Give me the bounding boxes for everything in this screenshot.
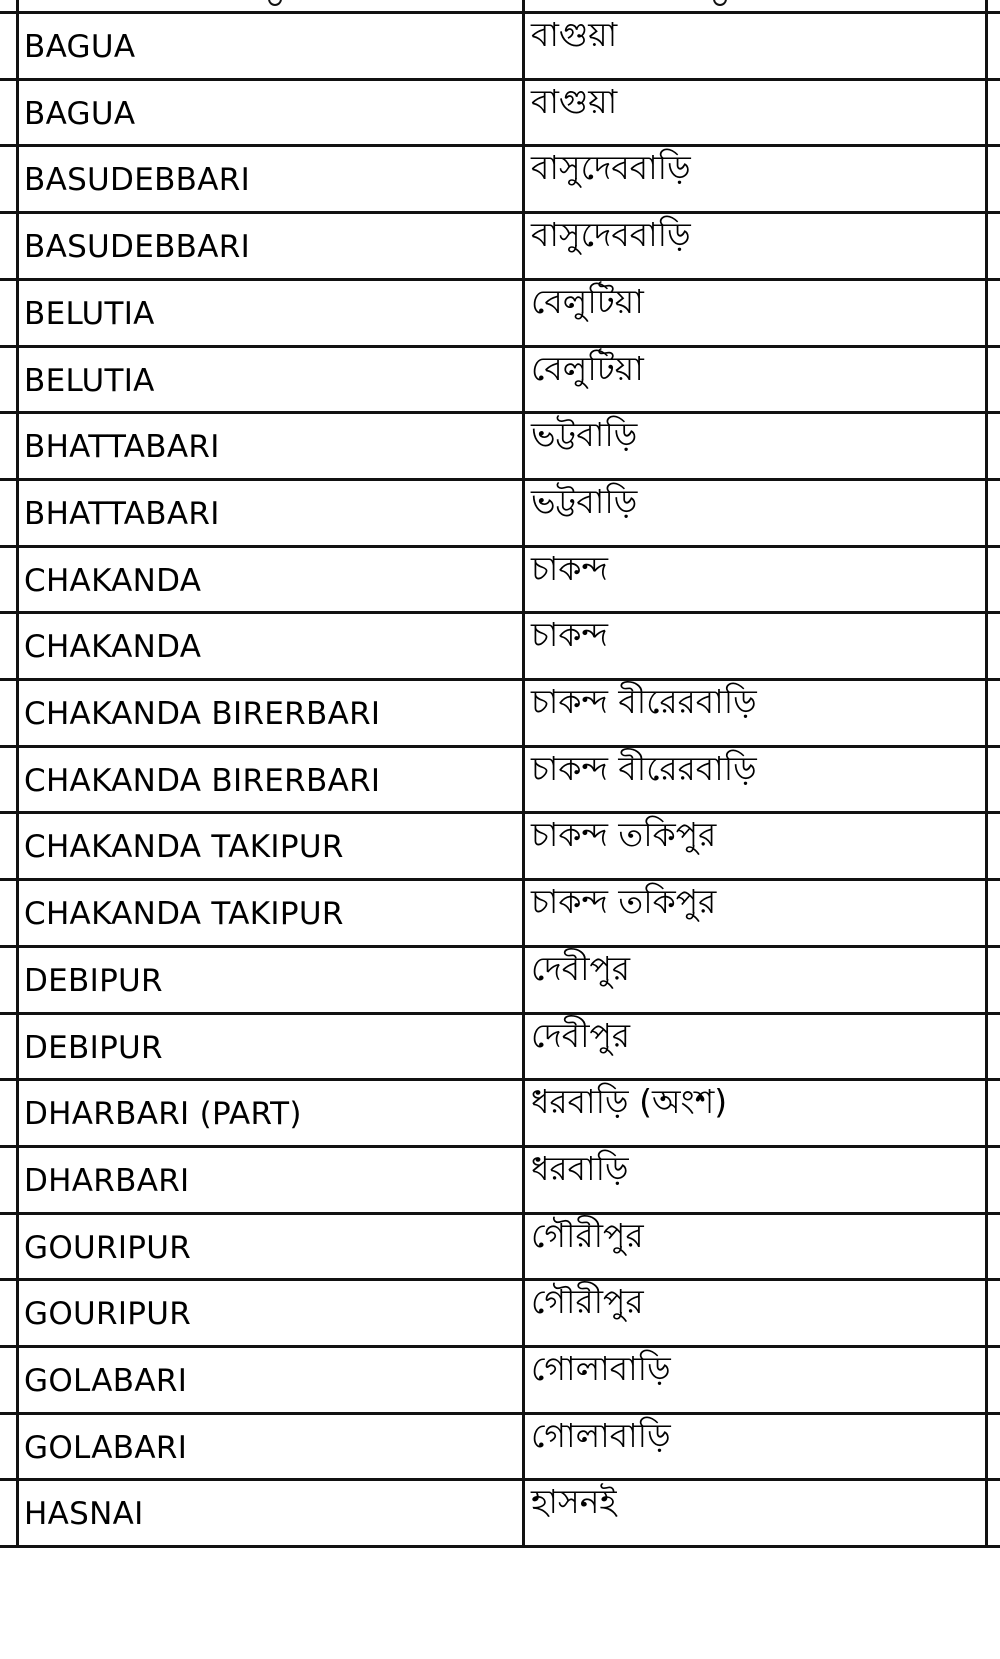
village-name-bengali: চাকন্দ বীরেরবাড়ি	[531, 682, 757, 721]
village-name-english: BELUTIA	[24, 363, 155, 399]
row-divider	[0, 545, 1000, 548]
village-name-english: DEBIPUR	[24, 1030, 163, 1066]
table-row	[0, 145, 1000, 212]
village-name-bengali: বাসুদেববাড়ি	[531, 215, 691, 254]
row-divider	[0, 1212, 1000, 1215]
table-row	[0, 12, 1000, 79]
village-name-bengali: বেলুটিয়া	[531, 282, 644, 321]
village-name-bengali: বাগুয়া	[531, 82, 618, 121]
table-row	[0, 346, 1000, 413]
village-name-english: GOLABARI	[24, 1363, 188, 1399]
village-name-bengali: গোলাবাড়ি	[531, 1416, 671, 1455]
village-name-english: CHAKANDA	[24, 563, 202, 599]
table-row	[0, 1213, 1000, 1280]
table-row	[0, 612, 1000, 679]
row-divider	[0, 1412, 1000, 1415]
village-name-bengali: ধরবাড়ি (অংশ)	[531, 1082, 728, 1121]
row-divider	[0, 1345, 1000, 1348]
village-name-bengali: ভট্টবাড়ি	[531, 415, 638, 454]
table-row	[0, 1146, 1000, 1213]
row-divider	[0, 144, 1000, 147]
row-divider	[0, 211, 1000, 214]
village-name-english: CHAKANDA TAKIPUR	[24, 896, 344, 932]
village-name-english: BELUTIA	[24, 296, 155, 332]
village-name-english: GOLABARI	[24, 1430, 188, 1466]
table-row	[0, 1279, 1000, 1346]
row-divider	[0, 345, 1000, 348]
table-row	[0, 212, 1000, 279]
village-name-bengali: চাকন্দ	[531, 615, 608, 654]
village-name-english: CHAKANDA BIRERBARI	[24, 696, 381, 732]
row-divider	[0, 478, 1000, 481]
row-divider	[0, 811, 1000, 814]
village-name-bengali: গৌরীপুর	[531, 1282, 644, 1321]
village-name-bengali: বেলুটিয়া	[531, 349, 644, 388]
row-divider	[0, 1478, 1000, 1481]
table-row	[0, 746, 1000, 813]
row-divider	[0, 278, 1000, 281]
village-name-english: BAGUA	[24, 96, 136, 132]
table-row	[0, 1013, 1000, 1080]
row-divider	[0, 611, 1000, 614]
row-divider	[0, 1545, 1000, 1548]
table-row	[0, 546, 1000, 613]
village-name-bengali: চাকন্দ তকিপুর	[531, 882, 717, 921]
table-row	[0, 79, 1000, 146]
village-name-bengali: হাসনই	[531, 1482, 617, 1521]
village-name-english: DEBIPUR	[24, 963, 163, 999]
village-name-bengali: বাসুদেববাড়ি	[531, 148, 691, 187]
table-row	[0, 479, 1000, 546]
village-name-english: CHAKANDA	[24, 629, 202, 665]
row-divider	[0, 945, 1000, 948]
row-divider	[0, 1145, 1000, 1148]
village-name-english: BASUDEBBARI	[24, 229, 251, 265]
village-name-english: BASUDEBBARI	[24, 162, 251, 198]
village-name-english: GOURIPUR	[24, 1230, 192, 1266]
table-row	[0, 879, 1000, 946]
table-row	[0, 279, 1000, 346]
village-name-english: DHARBARI (PART)	[24, 1096, 302, 1132]
village-name-bengali: ভট্টবাড়ি	[531, 482, 638, 521]
village-name-bengali: দেবীপুর	[531, 1016, 631, 1055]
header-fragment-right	[713, 0, 743, 8]
village-name-english: BHATTABARI	[24, 429, 220, 465]
village-name-english: CHAKANDA BIRERBARI	[24, 763, 381, 799]
column-divider	[985, 0, 988, 1548]
row-divider	[0, 78, 1000, 81]
village-name-bengali: চাকন্দ	[531, 549, 608, 588]
row-divider	[0, 878, 1000, 881]
table-row	[0, 1346, 1000, 1413]
village-name-bengali: দেবীপুর	[531, 949, 631, 988]
row-divider	[0, 1278, 1000, 1281]
village-name-english: GOURIPUR	[24, 1296, 192, 1332]
village-name-bengali: চাকন্দ বীরেরবাড়ি	[531, 749, 757, 788]
row-divider	[0, 745, 1000, 748]
table-row	[0, 946, 1000, 1013]
row-divider	[0, 1078, 1000, 1081]
table-row	[0, 1079, 1000, 1146]
village-name-english: HASNAI	[24, 1496, 144, 1532]
table-row	[0, 812, 1000, 879]
village-name-bengali: ধরবাড়ি	[531, 1149, 629, 1188]
row-divider	[0, 11, 1000, 14]
table-row	[0, 412, 1000, 479]
table-row	[0, 1413, 1000, 1480]
village-name-english: CHAKANDA TAKIPUR	[24, 829, 344, 865]
village-name-english: BHATTABARI	[24, 496, 220, 532]
village-name-bengali: বাগুয়া	[531, 15, 618, 54]
village-name-bengali: চাকন্দ তকিপুর	[531, 815, 717, 854]
table-row	[0, 679, 1000, 746]
column-divider	[522, 0, 525, 1548]
row-divider	[0, 678, 1000, 681]
row-divider	[0, 411, 1000, 414]
table-row	[0, 1479, 1000, 1546]
column-divider	[16, 0, 19, 1548]
village-name-bengali: গোলাবাড়ি	[531, 1349, 671, 1388]
village-name-bengali: গৌরীপুর	[531, 1216, 644, 1255]
row-divider	[0, 1012, 1000, 1015]
village-name-english: BAGUA	[24, 29, 136, 65]
village-name-english: DHARBARI	[24, 1163, 190, 1199]
header-fragment-left	[268, 0, 298, 8]
